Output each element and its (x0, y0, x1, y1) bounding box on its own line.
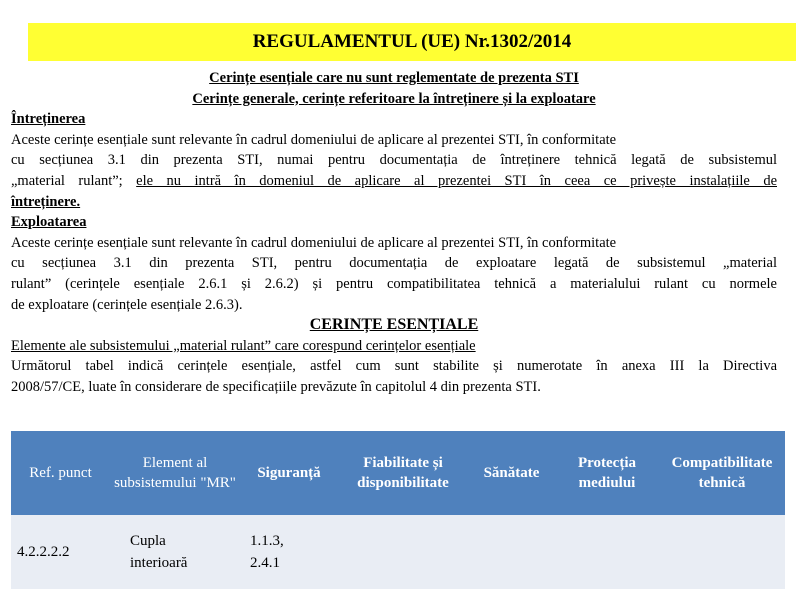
cell-health (468, 515, 555, 589)
cell-reliability (338, 515, 468, 589)
cell-text: interioară (130, 555, 188, 571)
paragraph-maintenance (11, 130, 777, 212)
header-health: Sănătate (468, 431, 555, 515)
header-ref: Ref. punct (11, 431, 110, 515)
text-line: Următorul tabel indică cerințele esențiale, astfel cum sunt stabilite și numerotate în anexa III la Directiva (11, 358, 777, 375)
cell-safety (240, 515, 338, 589)
cell-compatibility (659, 515, 785, 589)
text-line: Aceste cerințe esențiale sunt relevante în cadrul domeniului de aplicare al prezentei STI, în conformitate (11, 131, 617, 148)
heading-maintenance: Întreținerea (11, 111, 86, 128)
essential-requirements-title: CERINȚE ESENȚIALE (309, 316, 479, 334)
heading-operation: Exploatarea (11, 214, 87, 231)
header-reliability: Fiabilitate și disponibilitate (338, 431, 468, 515)
document-title (28, 23, 796, 61)
underlined-text: ele nu intră în domeniul de aplicare al prezentei STI în ceea ce privește instalațiile de (136, 172, 777, 189)
header-element: Element al subsistemului "MR" (110, 431, 240, 515)
requirements-table (11, 431, 785, 589)
table-row (11, 515, 785, 589)
header-compatibility: Compatibilitate tehnică (659, 431, 785, 515)
text-line: Aceste cerințe esențiale sunt relevante în cadrul domeniului de aplicare al prezentei STI, în conformitate (11, 234, 617, 251)
cell-text: 1.1.3, (250, 533, 284, 549)
header-environment: Protecția mediului (555, 431, 659, 515)
paragraph-operation (11, 233, 777, 315)
subtitle-nonregulated: Cerințe esențiale care nu sunt reglementate de prezenta STI (209, 70, 579, 86)
document-body (11, 68, 777, 398)
text-line: cu secțiunea 3.1 din prezenta STI, numai pentru documentația de întreținere tehnică legată de subsistemul (11, 152, 777, 169)
cell-environment (555, 515, 659, 589)
text-line: rulant” (cerințele esențiale 2.6.1 și 2.6.2) și pentru compatibilitatea tehnică a materialului rulant cu normele (11, 275, 777, 292)
cell-ref: 4.2.2.2.2 (11, 515, 110, 589)
cell-element (110, 515, 240, 589)
paragraph-intro (11, 356, 777, 397)
cell-text: 2.4.1 (250, 555, 280, 571)
text-line: de exploatare (cerințele esențiale 2.6.3). (11, 296, 243, 313)
subtitle-general: Cerințe generale, cerințe referitoare la întreținere și la exploatare (192, 90, 596, 107)
text-line: cu secțiunea 3.1 din prezenta STI, pentru documentația de exploatare legată de subsistemul „material (11, 255, 777, 272)
cell-text: Cupla (130, 533, 166, 549)
header-safety: Siguranță (240, 431, 338, 515)
table-header-row (11, 431, 785, 515)
elements-heading: Elemente ale subsistemului „material rulant” care corespund cerințelor esențiale (11, 337, 476, 354)
underlined-text: întreținere. (11, 193, 81, 210)
text-line (11, 171, 777, 192)
document-title-text: REGULAMENTUL (UE) Nr.1302/2014 (252, 31, 572, 52)
text-fragment: „material rulant”; (11, 172, 123, 189)
text-line: 2008/57/CE, luate în considerare de specificațiile prevăzute în capitolul 4 din prezenta STI. (11, 378, 541, 395)
